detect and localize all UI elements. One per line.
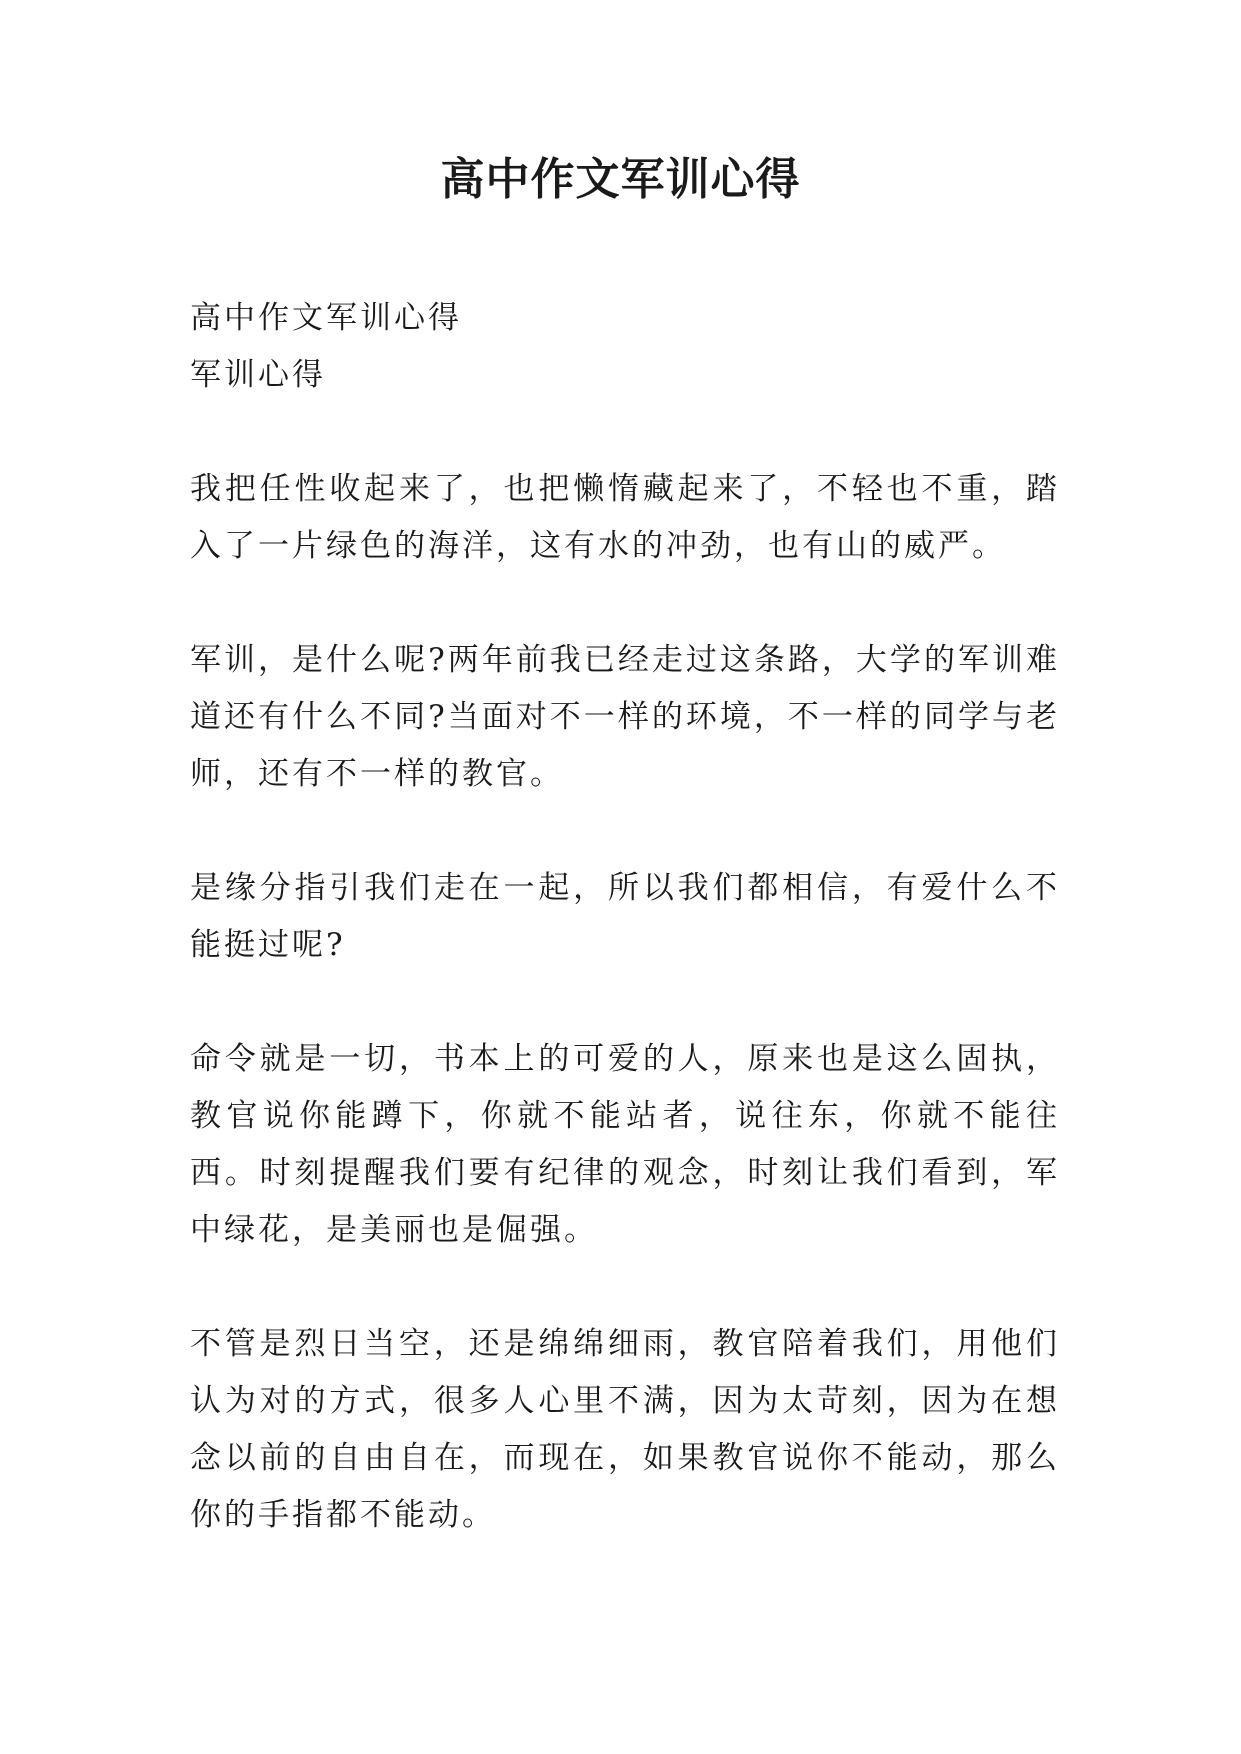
subtitle-line: 军训心得: [190, 357, 326, 393]
paragraph-gap: [190, 404, 1060, 461]
paragraph: 是缘分指引我们走在一起，所以我们都相信，有爱什么不能挺过呢?: [190, 870, 1060, 963]
paragraph: 不管是烈日当空，还是绵绵细雨，教官陪着我们，用他们认为对的方式，很多人心里不满，因为太苛刻，因为在想念以前的自由自在，而现在，如果教官说你不能动，那么你的手指都不能动。: [190, 1326, 1060, 1533]
document-title: 高中作文军训心得: [440, 154, 801, 205]
paragraph-gap: [190, 974, 1060, 1031]
paragraph-gap: [190, 1259, 1060, 1316]
document-body: [190, 290, 1060, 1544]
paragraph: 军训，是什么呢?两年前我已经走过这条路，大学的军训难道还有什么不同?当面对不一样的环境，不一样的同学与老师，还有不一样的教官。: [190, 642, 1060, 792]
paragraph: 命令就是一切，书本上的可爱的人，原来也是这么固执，教官说你能蹲下，你就不能站者，说往东，你就不能往西。时刻提醒我们要有纪律的观念，时刻让我们看到，军中绿花，是美丽也是倔强。: [190, 1041, 1060, 1248]
paragraph-gap: [190, 575, 1060, 632]
paragraph-gap: [190, 803, 1060, 860]
subtitle-line: 高中作文军训心得: [190, 300, 462, 336]
paragraph: 我把任性收起来了，也把懒惰藏起来了，不轻也不重，踏入了一片绿色的海洋，这有水的冲劲，也有山的威严。: [190, 471, 1060, 564]
